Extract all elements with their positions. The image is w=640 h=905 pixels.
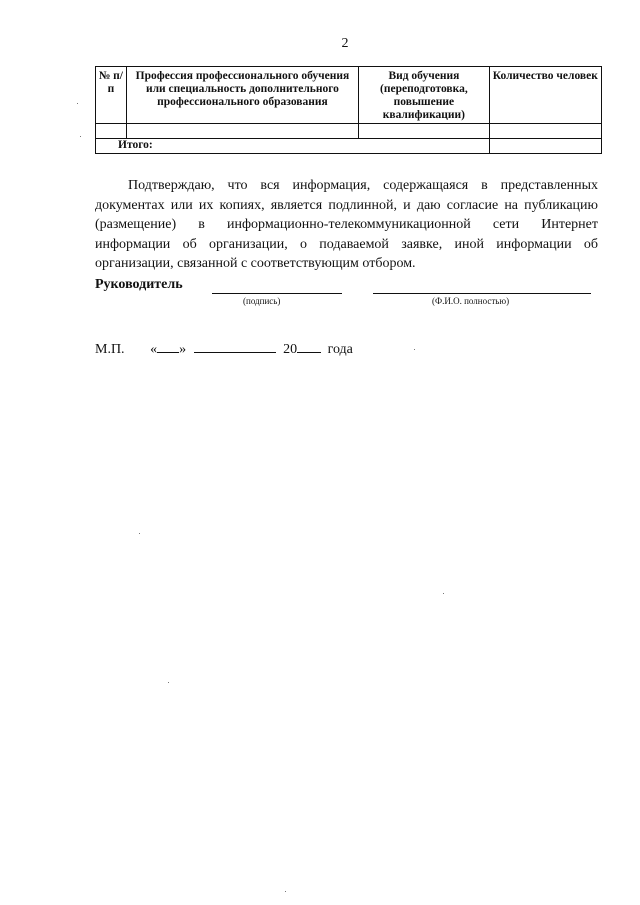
table-cell — [489, 124, 601, 139]
total-value-cell — [489, 139, 601, 154]
header-profession: Профессия профессионального обучения или специальность дополнительного профессионального образования — [126, 67, 358, 124]
page-number: 2 — [341, 36, 349, 51]
fio-hint: (Ф.И.О. полностью) — [432, 296, 510, 306]
scan-speck — [80, 136, 81, 137]
open-quote: « — [150, 342, 158, 357]
year-blank — [297, 339, 321, 353]
table-cell — [96, 124, 127, 139]
table-cell — [126, 124, 358, 139]
fio-line — [373, 293, 591, 294]
scan-speck — [443, 593, 444, 594]
year-suffix: года — [327, 342, 353, 357]
header-count: Количество человек — [489, 67, 601, 124]
scan-speck — [414, 349, 415, 350]
close-quote: » — [179, 342, 187, 357]
month-blank — [194, 339, 276, 353]
header-number: № п/п — [96, 67, 127, 124]
signature-line — [212, 293, 342, 294]
table-header-row — [96, 67, 602, 124]
scan-speck — [168, 682, 169, 683]
training-table — [95, 66, 602, 154]
total-row — [96, 139, 602, 154]
table-cell — [359, 124, 489, 139]
table-row — [96, 124, 602, 139]
stamp-label: М.П. — [95, 342, 125, 357]
total-label: Итого: — [96, 139, 490, 154]
head-label: Руководитель — [95, 277, 183, 292]
scan-speck — [139, 533, 140, 534]
stamp-date-line — [95, 339, 353, 358]
confirmation-text: Подтверждаю, что вся информация, содержащаяся в представленных документах или их копиях, является подлинной, и даю согласие на публикацию (размещение) в информационно-телекоммуникационной сети Интернет информации об организации, о подаваемой заявке, иной информации об организации, связанной с соответствующим отбором. — [95, 178, 598, 271]
header-training-type: Вид обучения (переподготовка, повышение квалификации) — [359, 67, 489, 124]
scan-speck — [77, 103, 78, 104]
scan-speck — [285, 891, 286, 892]
signature-hint: (подпись) — [243, 296, 281, 306]
year-prefix: 20 — [283, 342, 298, 357]
day-blank — [157, 339, 179, 353]
